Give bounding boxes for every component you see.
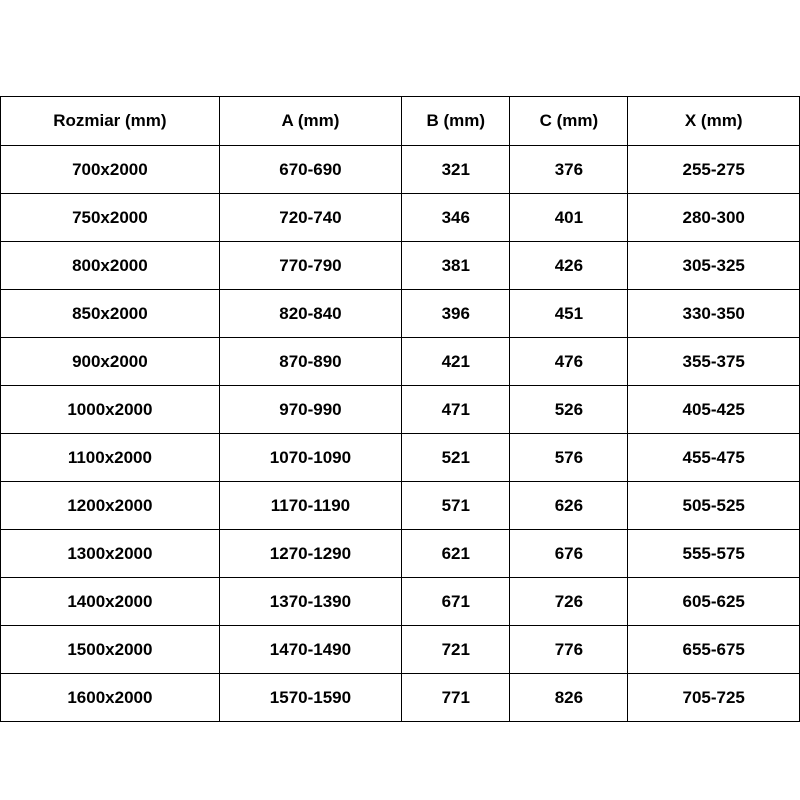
cell-b: 421 [402,338,510,386]
cell-c: 776 [510,626,628,674]
cell-b: 396 [402,290,510,338]
table-row [1,482,800,530]
column-header-x: X (mm) [628,97,800,146]
cell-a: 1170-1190 [219,482,401,530]
table-header-row [1,97,800,146]
cell-b: 621 [402,530,510,578]
cell-x: 705-725 [628,674,800,722]
cell-b: 521 [402,434,510,482]
cell-size: 800x2000 [1,242,220,290]
cell-a: 870-890 [219,338,401,386]
cell-size: 1600x2000 [1,674,220,722]
cell-size: 1300x2000 [1,530,220,578]
cell-size: 850x2000 [1,290,220,338]
cell-a: 1570-1590 [219,674,401,722]
table-row [1,434,800,482]
table-row [1,338,800,386]
cell-x: 355-375 [628,338,800,386]
cell-x: 605-625 [628,578,800,626]
cell-size: 1400x2000 [1,578,220,626]
cell-c: 426 [510,242,628,290]
table-row [1,674,800,722]
column-header-b: B (mm) [402,97,510,146]
cell-b: 321 [402,146,510,194]
cell-size: 1100x2000 [1,434,220,482]
cell-a: 1470-1490 [219,626,401,674]
dimensions-table [0,96,800,722]
cell-a: 820-840 [219,290,401,338]
cell-x: 505-525 [628,482,800,530]
cell-a: 1370-1390 [219,578,401,626]
cell-c: 476 [510,338,628,386]
cell-size: 1500x2000 [1,626,220,674]
column-header-c: C (mm) [510,97,628,146]
cell-a: 1270-1290 [219,530,401,578]
cell-size: 700x2000 [1,146,220,194]
cell-x: 655-675 [628,626,800,674]
cell-a: 770-790 [219,242,401,290]
cell-c: 401 [510,194,628,242]
cell-a: 1070-1090 [219,434,401,482]
table-row [1,386,800,434]
cell-b: 671 [402,578,510,626]
cell-b: 771 [402,674,510,722]
column-header-size: Rozmiar (mm) [1,97,220,146]
cell-b: 346 [402,194,510,242]
cell-c: 676 [510,530,628,578]
cell-c: 626 [510,482,628,530]
table-row [1,194,800,242]
cell-c: 376 [510,146,628,194]
table-row [1,530,800,578]
table-row [1,290,800,338]
cell-x: 555-575 [628,530,800,578]
cell-x: 280-300 [628,194,800,242]
cell-x: 330-350 [628,290,800,338]
cell-size: 1000x2000 [1,386,220,434]
cell-c: 576 [510,434,628,482]
cell-x: 405-425 [628,386,800,434]
cell-b: 381 [402,242,510,290]
cell-x: 455-475 [628,434,800,482]
cell-x: 255-275 [628,146,800,194]
cell-x: 305-325 [628,242,800,290]
table-row [1,626,800,674]
cell-b: 721 [402,626,510,674]
table-body [1,146,800,722]
cell-a: 670-690 [219,146,401,194]
cell-c: 826 [510,674,628,722]
cell-size: 900x2000 [1,338,220,386]
cell-size: 750x2000 [1,194,220,242]
cell-size: 1200x2000 [1,482,220,530]
cell-b: 471 [402,386,510,434]
table-container [0,96,800,722]
cell-c: 451 [510,290,628,338]
cell-a: 720-740 [219,194,401,242]
cell-c: 726 [510,578,628,626]
cell-a: 970-990 [219,386,401,434]
cell-c: 526 [510,386,628,434]
column-header-a: A (mm) [219,97,401,146]
table-header [1,97,800,146]
cell-b: 571 [402,482,510,530]
table-row [1,242,800,290]
table-row [1,578,800,626]
table-row [1,146,800,194]
